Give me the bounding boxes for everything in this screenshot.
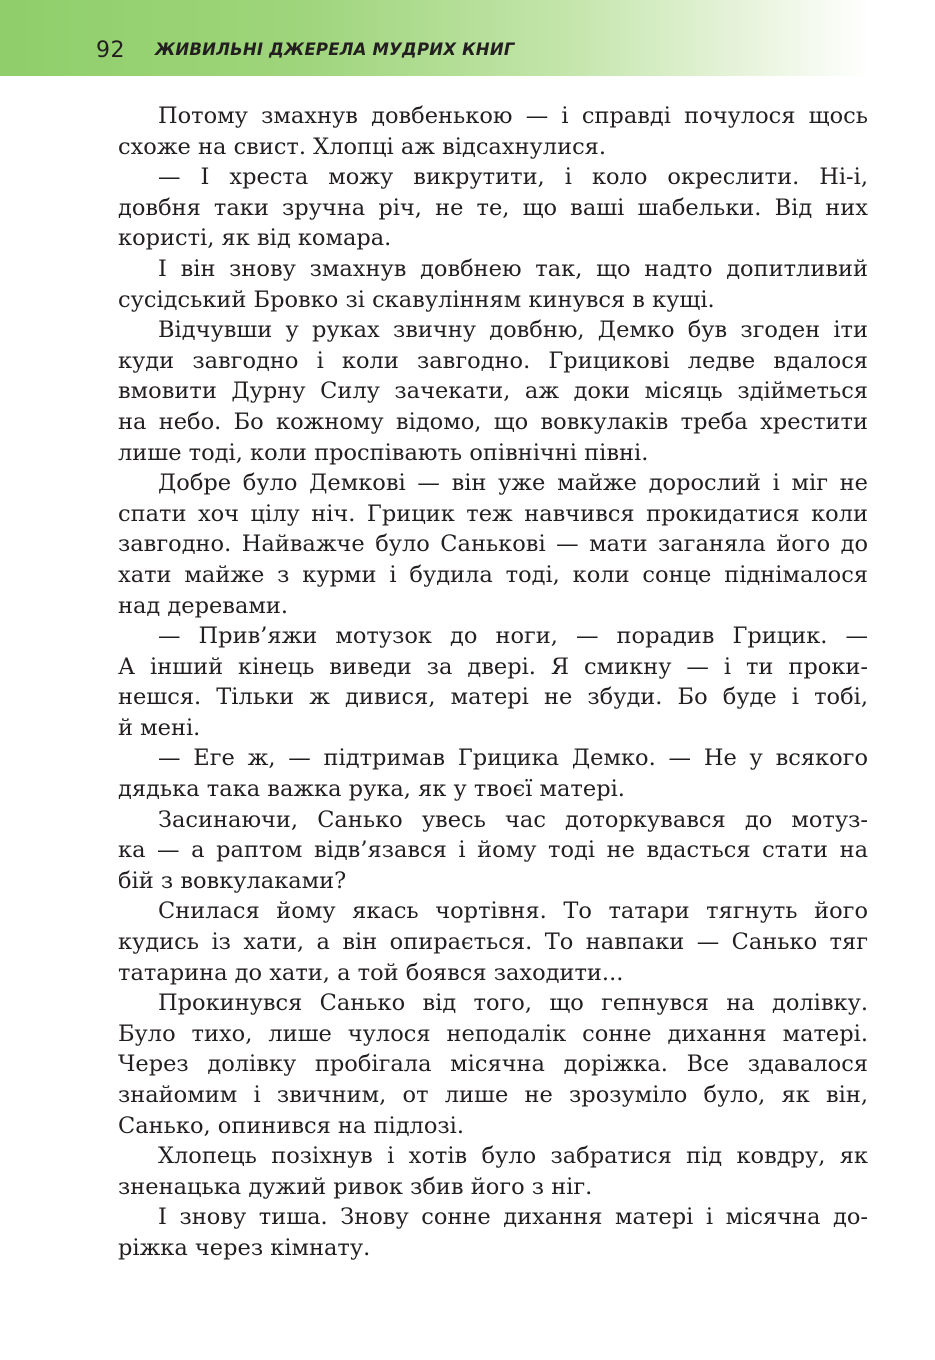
- section-title: ЖИВИЛЬНІ ДЖЕРЕЛА МУДРИХ КНИГ: [155, 40, 515, 59]
- text-line: Через долівку пробігала місячна доріжка. Все здавалося: [118, 1051, 868, 1078]
- text-line: І він знову змахнув довбнею так, що надто допитливий: [158, 255, 868, 282]
- text-line: користі, як від комара.: [118, 225, 392, 252]
- text-line: Снилася йому якась чортівня. То татари тягнуть його: [158, 898, 868, 925]
- text-line: — Прив’яжи мотузок до ноги, — порадив Грицик. —: [158, 623, 868, 650]
- page-number: 92: [96, 38, 125, 63]
- text-line: завгодно. Найважче було Санькові — мати заганяла його до: [118, 531, 868, 558]
- text-line: татарина до хати, а той боявся заходити...: [118, 959, 624, 986]
- text-line: зненацька дужий ривок збив його з ніг.: [118, 1173, 593, 1200]
- text-line: нешся. Тільки ж дивися, матері не збуди. Бо буде і тобі,: [118, 684, 868, 711]
- text-line: бій з вовкулаками?: [118, 867, 347, 894]
- text-line: — Еге ж, — підтримав Грицика Демко. — Не у всякого: [158, 745, 868, 772]
- text-line: ка — а раптом відв’язався і йому тоді не вдасться стати на: [118, 837, 868, 864]
- header-band: [0, 0, 870, 76]
- text-line: сусідський Бровко зі скавулінням кинувся в кущі.: [118, 286, 715, 313]
- paragraph: [118, 315, 868, 468]
- text-line: хати майже з курми і будила тоді, коли сонце піднімалося: [118, 561, 868, 588]
- text-line: довбня таки зручна річ, не те, що ваші шабельки. Від них: [118, 194, 868, 221]
- text-line: — І хреста можу викрутити, і коло окреслити. Ні-і,: [158, 164, 868, 191]
- text-line: А інший кінець виведи за двері. Я смикну — і ти проки-: [118, 653, 868, 680]
- paragraph: [118, 896, 868, 988]
- text-line: кудись із хати, а він опирається. То навпаки — Санько тяг: [118, 929, 868, 956]
- text-line: куди завгодно і коли завгодно. Грицикові ледве вдалося: [118, 347, 868, 374]
- text-line: над деревами.: [118, 592, 289, 619]
- text-line: ріжка через кімнату.: [118, 1234, 371, 1261]
- text-line: Засинаючи, Санько увесь час доторкувався до мотуз-: [158, 806, 868, 833]
- paragraph: [118, 743, 868, 804]
- text-line: й мені.: [118, 714, 201, 741]
- text-line: Прокинувся Санько від того, що гепнувся на долівку.: [158, 990, 868, 1017]
- text-line: знайомим і звичним, от лише не зрозуміло було, як він,: [118, 1082, 868, 1108]
- text-line: схоже на свист. Хлопці аж відсахнулися.: [118, 133, 607, 160]
- text-line: на небо. Бо кожному відомо, що вовкулаків треба хрестити: [118, 408, 868, 435]
- text-line: Було тихо, лише чулося неподалік сонне дихання матері.: [118, 1020, 868, 1047]
- text-line: Добре було Демкові — він уже майже дорослий і міг не: [158, 470, 868, 497]
- text-line: Хлопець позіхнув і хотів було забратися під ковдру, як: [158, 1143, 868, 1170]
- paragraph: [118, 1202, 868, 1263]
- text-line: Потому змахнув довбенькою — і справді почулося щось: [158, 103, 868, 129]
- paragraph: [118, 988, 868, 1141]
- text-line: дядька така важка рука, як у твоєї матері.: [118, 776, 625, 803]
- body-text: [118, 101, 868, 1264]
- text-line: І знову тиша. Знову сонне дихання матері і місячна до-: [158, 1204, 868, 1231]
- paragraph: [118, 1141, 868, 1202]
- paragraph: [118, 254, 868, 315]
- paragraph: [118, 805, 868, 897]
- text-line: спати хоч цілу ніч. Грицик теж навчився прокидатися коли: [118, 500, 868, 527]
- text-line: Санько, опинився на підлозі.: [118, 1112, 465, 1139]
- paragraph: [118, 162, 868, 254]
- text-line: лише тоді, коли проспівають опівнічні півні.: [118, 439, 649, 466]
- paragraph: [118, 101, 868, 162]
- text-line: вмовити Дурну Силу зачекати, аж доки місяць здійметься: [118, 378, 868, 405]
- text-line: Відчувши у руках звичну довбню, Демко був згоден іти: [158, 317, 868, 344]
- paragraph: [118, 621, 868, 743]
- paragraph: [118, 468, 868, 621]
